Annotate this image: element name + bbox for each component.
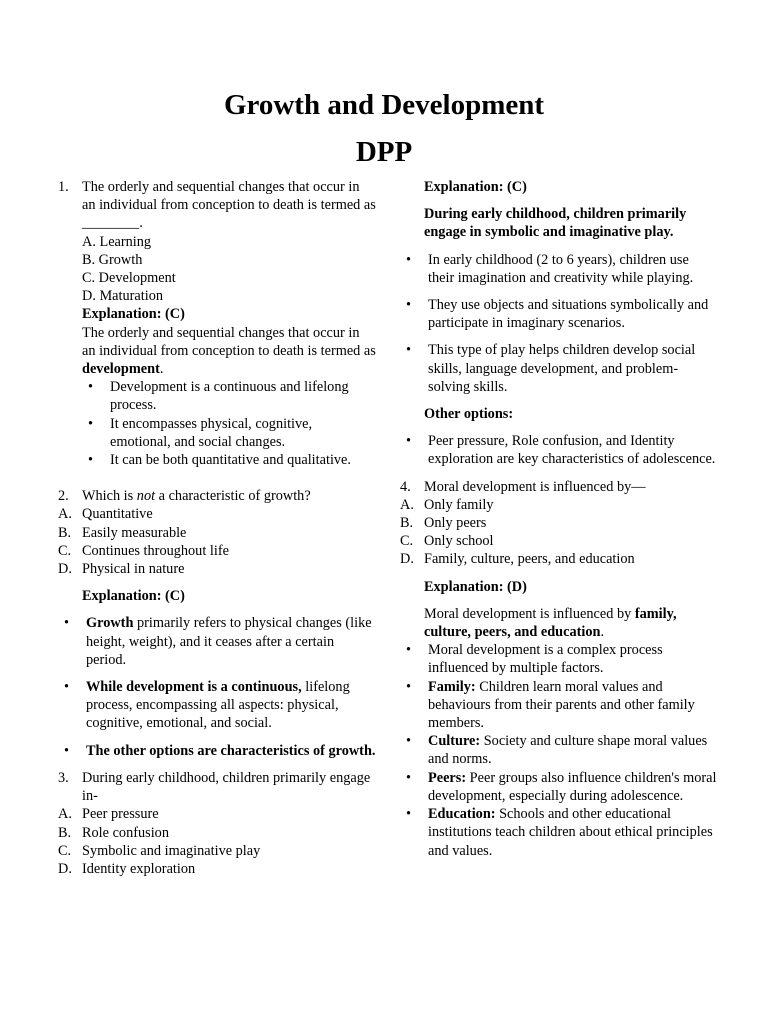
question-2 [58, 487, 376, 505]
explanation-bullet: • While development is a continuous, lifelong process, encompassing all aspects: physical, cognitive, emotional, and social. [58, 678, 376, 733]
option: D. Identity exploration [58, 860, 196, 877]
option: B. Role confusion [58, 824, 169, 841]
explanation-bullet: • Development is a continuous and lifelong process. [58, 378, 376, 414]
option: A. Only family [400, 496, 494, 513]
other-options-label: Other options: [424, 406, 514, 423]
question-text: Which is not a characteristic of growth? [82, 488, 311, 505]
question-number: 3. [58, 769, 69, 786]
option: A. Peer pressure [58, 806, 159, 823]
explanation-text: The orderly and sequential changes that occur in an individual from conception to death is termed as development. [82, 324, 376, 378]
option: D. Physical in nature [58, 561, 185, 578]
explanation-bullet: • Moral development is a complex process influenced by multiple factors. [400, 641, 718, 677]
document-title: Growth and Development [223, 89, 545, 121]
explanation-bullet: • Education: Schools and other educational institutions teach children about ethical principles and values. [400, 805, 718, 860]
explanation-bullet: • Family: Children learn moral values and behaviours from their parents and other family members. [400, 678, 718, 733]
option: A. Quantitative [58, 506, 153, 523]
question-number: 4. [400, 478, 411, 495]
option: C. Continues throughout life [58, 542, 229, 559]
explanation-summary: During early childhood, children primarily engage in symbolic and imaginative play. [424, 206, 687, 241]
explanation-bullet: • It can be both quantitative and qualitative. [58, 451, 376, 469]
left-column [58, 178, 376, 878]
option: D. Family, culture, peers, and education [400, 551, 635, 568]
question-number: 1. [58, 179, 69, 195]
document-subtitle: DPP [355, 136, 413, 168]
explanation-label: Explanation: (C) [424, 179, 527, 195]
explanation-bullet: • Culture: Society and culture shape moral values and norms. [400, 732, 718, 768]
question-3 [58, 769, 376, 805]
option: C. Development [82, 270, 176, 287]
explanation-label: Explanation: (C) [82, 588, 185, 605]
explanation-text: Moral development is influenced by family, culture, peers, and education. [424, 605, 677, 641]
explanation-bullet: • They use objects and situations symbolically and participate in imaginary scenarios. [400, 296, 718, 332]
question-4 [400, 478, 718, 496]
option: B. Easily measurable [58, 524, 187, 541]
explanation-bullet: • This type of play helps children develop social skills, language development, and problem-solving skills. [400, 341, 718, 396]
explanation-label: Explanation: (C) [82, 306, 185, 323]
explanation-bullet: • Peers: Peer groups also influence children's moral development, especially during adolescence. [400, 769, 718, 805]
explanation-bullet: • It encompasses physical, cognitive, emotional, and social changes. [58, 415, 376, 451]
option: B. Only peers [400, 515, 487, 532]
right-column [400, 178, 718, 860]
question-text: The orderly and sequential changes that occur in an individual from conception to death is termed as ________. [82, 179, 376, 232]
option: C. Symbolic and imaginative play [58, 842, 261, 859]
option: D. Maturation [82, 288, 163, 305]
question-1 [58, 178, 376, 378]
option: C. Only school [400, 533, 494, 550]
option: A. Learning [82, 233, 152, 250]
explanation-bullet: • Growth primarily refers to physical changes (like height, weight), and it ceases after a certain period. [58, 614, 376, 669]
explanation-bullet: • In early childhood (2 to 6 years), children use their imagination and creativity while playing. [400, 251, 718, 287]
question-text: During early childhood, children primarily engage in- [82, 769, 371, 805]
explanation-bullet: • Peer pressure, Role confusion, and Identity exploration are key characteristics of adolescence. [400, 432, 718, 468]
explanation-bullet: • The other options are characteristics of growth. [58, 742, 376, 760]
option: B. Growth [82, 251, 143, 268]
question-number: 2. [58, 488, 69, 505]
question-text: Moral development is influenced by— [424, 478, 646, 495]
explanation-label: Explanation: (D) [424, 578, 527, 595]
